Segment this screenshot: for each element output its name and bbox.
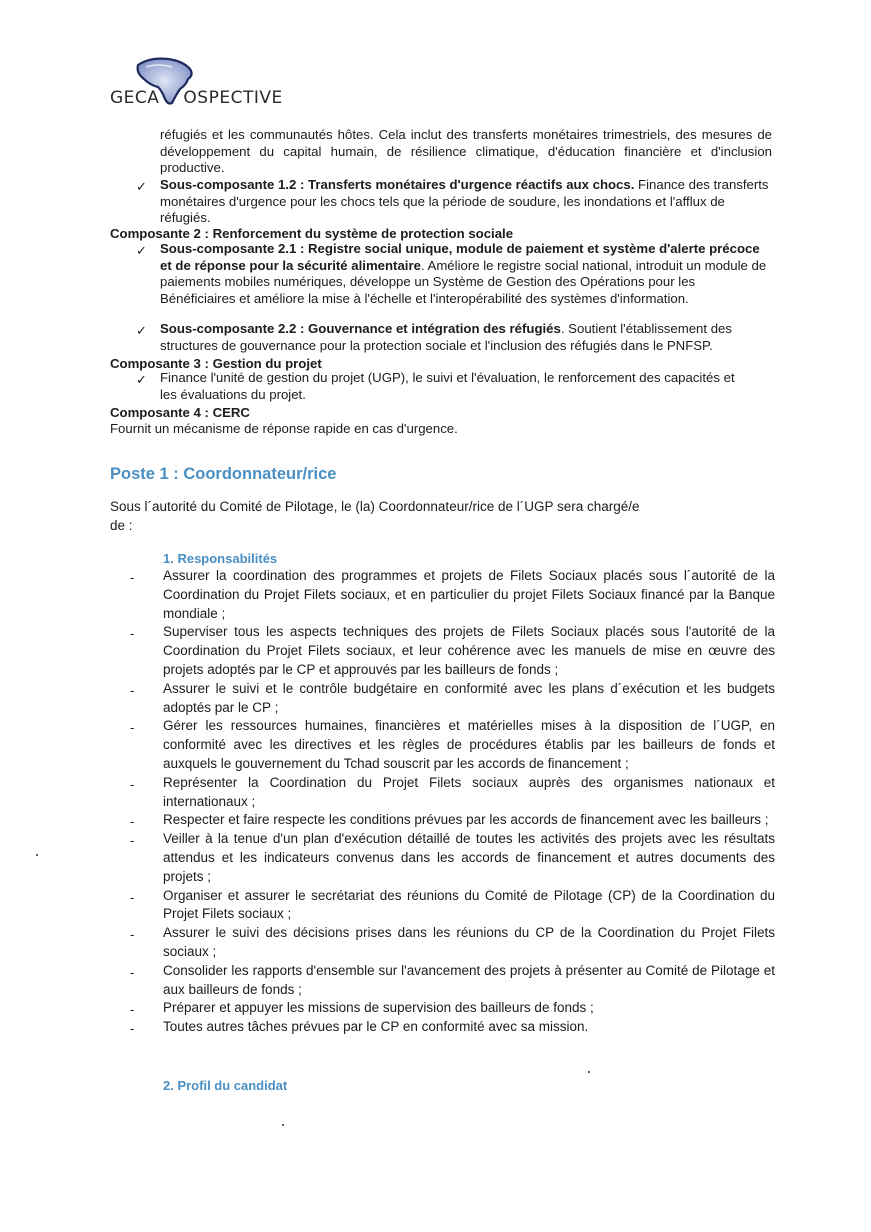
subcomponent-2-2-text: . Soutient l'établissement des structures de gouvernance pour la protection sociale et l'inclusion des réfugiés dans le PNFSP. — [160, 321, 732, 353]
intro-paragraph: Sous l´autorité du Comité de Pilotage, le (la) Coordonnateur/rice de l´UGP sera chargé/e de : — [110, 499, 640, 533]
list-item: - Assurer le suivi et le contrôle budgétaire en conformité avec les plans d´exécution et les budgets adoptés par le CP ; — [130, 680, 775, 715]
check-icon: ✓ — [136, 179, 147, 194]
subcomponent-2-1-title: Sous-composante 2.1 : Registre social unique, module de paiement et système d'alerte précoce et de réponse pour la sécurité alimentaire — [160, 241, 760, 273]
list-item: - Assurer la coordination des programmes et projets de Filets Sociaux placés sous l´autorité de la Coordination du Projet Filets sociaux, et en particulier du projet Filets Sociaux financé par la Banque mondiale ; — [130, 568, 775, 621]
list-item: - Superviser tous les aspects techniques des projets de Filets Sociaux placés sous l'autorité de la Coordination du Projet Filets sociaux, et leur cohérence avec les manuels de mise en œuvre des projets adoptés par le CP et approuvés par les bailleurs de fonds ; — [130, 624, 775, 677]
component-4-title: Composante 4 : CERC — [110, 405, 250, 420]
list-item: - Gérer les ressources humaines, financières et matérielles mises à la disposition de l´UGP, en conformité avec les directives et les règles de procédures établis par les bailleurs de fonds et auxquels le gouvernement du Tchad souscrit par les accords de financement ; — [130, 718, 775, 771]
list-item: - Représenter la Coordination du Projet Filets sociaux auprès des organismes nationaux et internationaux ; — [130, 774, 775, 809]
subcomponent-2-1-text: . Améliore le registre social national, introduit un module de paiements mobiles numériques, développe un Système de Gestion des Opérations pour les Bénéficiaires et améliore la mise à l'échelle et l'interopérabilité des systèmes d'information. — [160, 257, 767, 306]
check-icon: ✓ — [136, 323, 147, 338]
check-icon: ✓ — [136, 372, 147, 387]
section-1-heading: 1. Responsabilités — [163, 551, 278, 566]
poste-title: Poste 1 : Coordonnateur/rice — [110, 465, 337, 483]
top-paragraph: réfugiés et les communautés hôtes. Cela inclut des transferts monétaires trimestriels, des mesures de développement du capital humain, de résilience climatique, d'éducation financière et d'inclusion productive. — [160, 127, 772, 175]
dash-bullet: - — [130, 682, 135, 698]
dash-bullet: - — [130, 964, 135, 980]
dash-bullet: - — [130, 833, 135, 849]
subcomponent-2-1 — [160, 241, 772, 307]
subcomponent-2-2-title: Sous-composante 2.2 : Gouvernance et intégration des réfugiés — [160, 321, 561, 336]
dash-bullet: - — [130, 626, 135, 642]
list-item: - Organiser et assurer le secrétariat des réunions du Comité de Pilotage (CP) de la Coordination du Projet Filets sociaux ; — [130, 887, 775, 922]
dash-bullet: - — [130, 889, 135, 905]
component-4-text: Fournit un mécanisme de réponse rapide en cas d'urgence. — [110, 421, 458, 436]
scan-speck — [588, 1071, 590, 1073]
list-item: - Toutes autres tâches prévues par le CP en conformité avec sa mission. — [130, 1018, 775, 1037]
scan-speck — [36, 854, 38, 856]
dash-bullet: - — [130, 720, 135, 736]
dash-bullet: - — [130, 814, 135, 830]
subcomponent-1-2 — [160, 177, 772, 227]
dash-bullet: - — [130, 570, 135, 585]
gecaprospective-logo — [108, 55, 288, 113]
dash-bullet: - — [130, 1021, 135, 1037]
dash-bullet: - — [130, 776, 135, 792]
component-2-title: Composante 2 : Renforcement du système de protection sociale — [110, 226, 514, 241]
section-2-heading: 2. Profil du candidat — [163, 1078, 288, 1093]
subcomponent-2-2 — [160, 321, 772, 354]
subcomponent-1-2-text: Finance des transferts monétaires d'urgence pour les chocs tels que la période de soudure, les inondations et l'afflux de réfugiés. — [160, 177, 769, 225]
list-item: - Assurer le suivi des décisions prises dans les réunions du CP de la Coordination du Projet Filets sociaux ; — [130, 925, 775, 959]
check-icon: ✓ — [136, 243, 147, 258]
scan-speck — [282, 1124, 284, 1126]
component-3-title: Composante 3 : Gestion du projet — [110, 356, 322, 371]
dash-bullet: - — [130, 927, 135, 943]
dash-bullet: - — [130, 1002, 135, 1018]
logo-text-left: GECA — [110, 88, 160, 108]
component-3-text: Finance l'unité de gestion du projet (UGP), le suivi et l'évaluation, le renforcement des capacités et les évaluations du projet. — [160, 370, 735, 402]
subcomponent-1-2-title: Sous-composante 1.2 : Transferts monétaires d'urgence réactifs aux chocs. — [160, 177, 635, 192]
responsibilities-list — [130, 567, 775, 1037]
list-item: - Préparer et appuyer les missions de supervision des bailleurs de fonds ; — [130, 999, 775, 1018]
list-item: - Veiller à la tenue d'un plan d'exécution détaillé de toutes les activités des projets avec les résultats attendus et les indicateurs convenus dans les accords de financement et autres documents des projets ; — [130, 831, 775, 884]
list-item: - Respecter et faire respecte les conditions prévues par les accords de financement avec les bailleurs ; — [130, 811, 775, 830]
list-item: - Consolider les rapports d'ensemble sur l'avancement des projets à présenter au Comité de Pilotage et aux bailleurs de fonds ; — [130, 962, 775, 997]
logo-text-right: OSPECTIVE — [183, 88, 283, 108]
